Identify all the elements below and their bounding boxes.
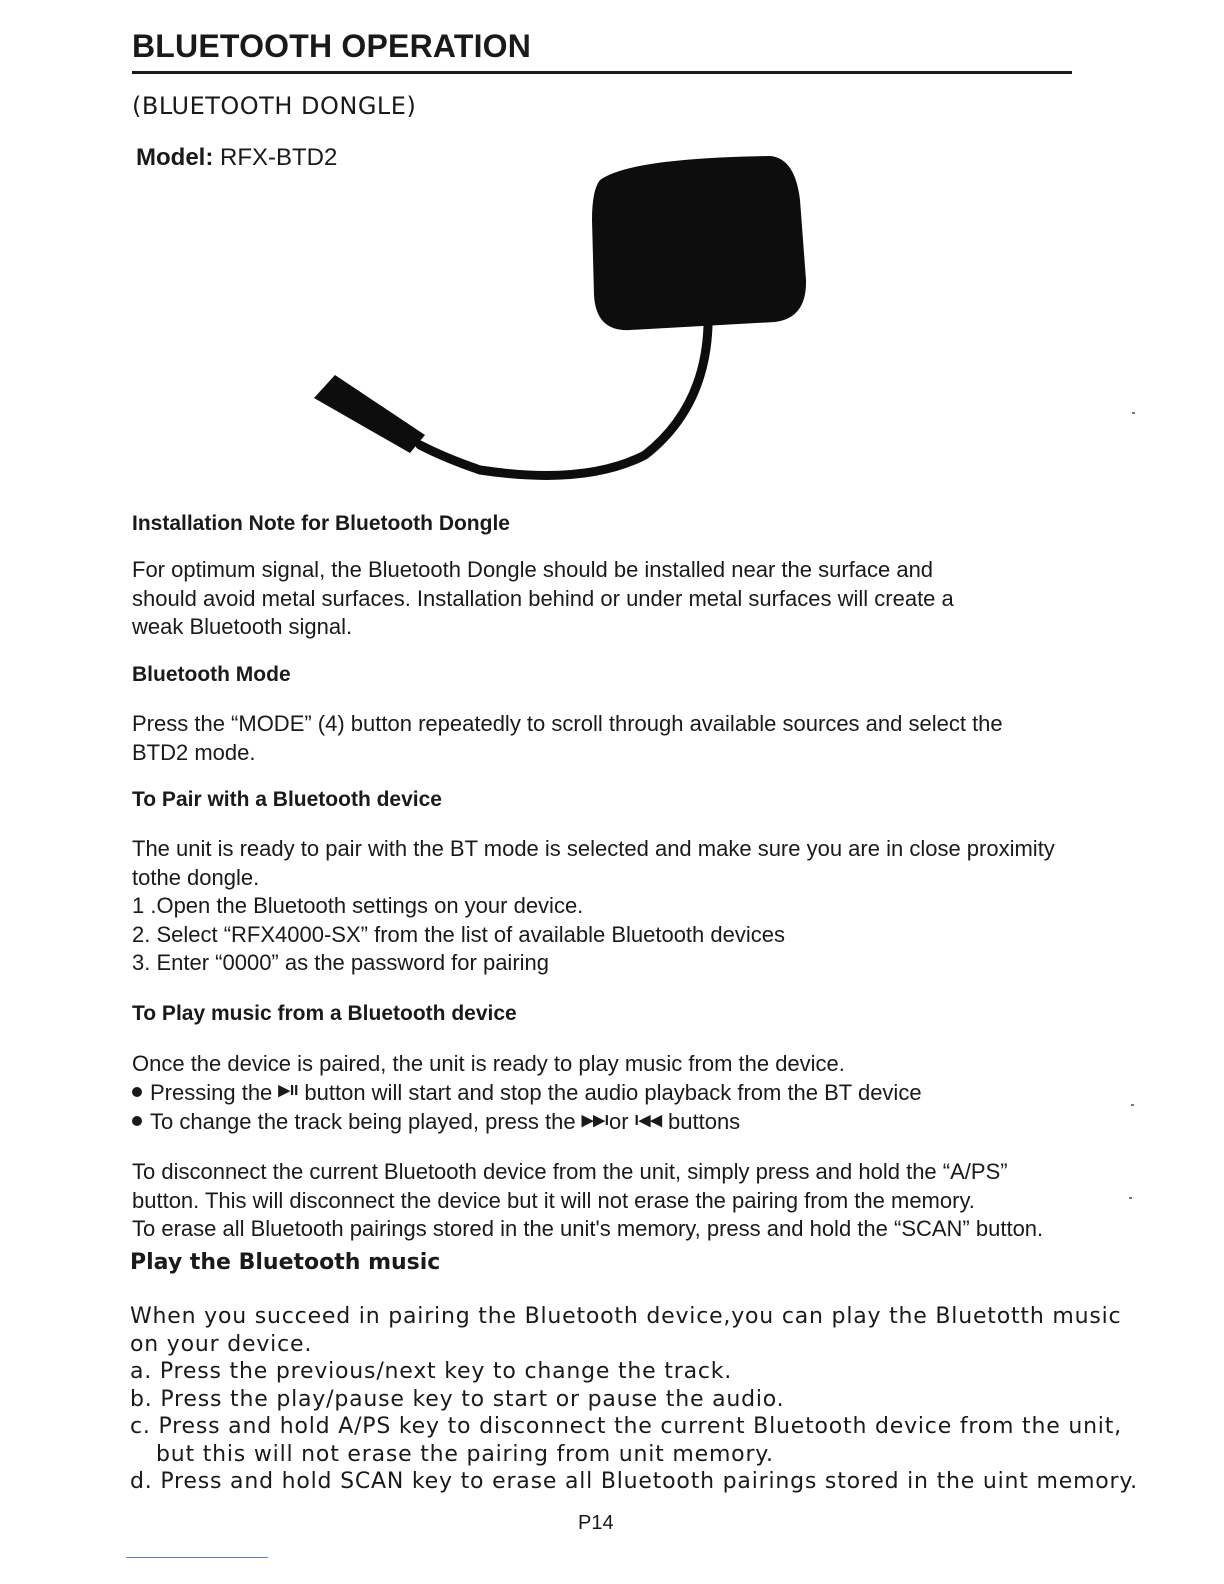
play-heading: To Play music from a Bluetooth device <box>132 1002 517 1025</box>
bullet-item-play-pause: Pressing the ▶II button will start and stop the audio playback from the BT device <box>132 1079 1132 1108</box>
music-line: on your device. <box>130 1331 313 1357</box>
scan-speck <box>1131 1104 1134 1106</box>
music-step: c. Press and hold A/PS key to disconnect the current Bluetooth device from the unit, <box>130 1414 1122 1439</box>
pair-step: 3. Enter “0000” as the password for pairing <box>132 950 550 975</box>
disconnect-line: To disconnect the current Bluetooth device from the unit, simply press and hold the “A/PS” <box>132 1159 1008 1184</box>
model-value: RFX-BTD2 <box>213 144 338 171</box>
install-line: should avoid metal surfaces. Installation behind or under metal surfaces will create a <box>132 585 954 611</box>
mode-heading: Bluetooth Mode <box>132 663 291 686</box>
music-heading: Play the Bluetooth music <box>130 1250 441 1275</box>
next-track-icon: ▶▶I <box>581 1111 609 1129</box>
play-paragraph <box>132 1050 1132 1137</box>
music-line: When you succeed in pairing the Bluetooth device,you can play the Bluetotth music <box>130 1304 1122 1329</box>
mode-line: BTD2 mode. <box>132 739 256 765</box>
music-step-continuation: but this will not erase the pairing from unit memory. <box>156 1441 774 1467</box>
model-label: Model: <box>136 144 214 171</box>
music-step: d. Press and hold SCAN key to erase all Bluetooth pairings stored in the uint memory. <box>130 1469 1138 1494</box>
previous-track-icon: I◀◀ <box>634 1111 662 1129</box>
pair-heading: To Pair with a Bluetooth device <box>132 788 442 811</box>
scan-speck <box>1129 1197 1132 1199</box>
music-paragraph <box>130 1303 1138 1496</box>
mode-line: Press the “MODE” (4) button repeatedly to scroll through available sources and select the <box>132 711 1003 736</box>
install-paragraph <box>132 556 1132 642</box>
music-step: a. Press the previous/next key to change the track. <box>130 1359 733 1384</box>
play-intro: Once the device is paired, the unit is ready to play music from the device. <box>132 1051 845 1076</box>
disconnect-paragraph <box>132 1158 1132 1244</box>
scan-speck <box>1132 412 1135 414</box>
bullet-item-track: To change the track being played, press the ▶▶Ior I◀◀ buttons <box>132 1108 1132 1137</box>
pair-line: tothe dongle. <box>132 864 260 890</box>
install-line: weak Bluetooth signal. <box>132 614 353 639</box>
install-heading: Installation Note for Bluetooth Dongle <box>132 512 510 535</box>
page-number: P14 <box>578 1512 614 1534</box>
mode-paragraph <box>132 710 1132 767</box>
music-step: b. Press the play/pause key to start or pause the audio. <box>130 1386 785 1412</box>
pair-step: 1 .Open the Bluetooth settings on your device. <box>132 893 584 918</box>
pair-line: The unit is ready to pair with the BT mode is selected and make sure you are in close proximity <box>132 836 1055 861</box>
pair-paragraph <box>132 835 1132 978</box>
title-underline <box>132 71 1072 74</box>
page-title: BLUETOOTH OPERATION <box>132 28 532 64</box>
disconnect-line: button. This will disconnect the device but it will not erase the pairing from the memory. <box>132 1187 975 1213</box>
bullet-dot-icon <box>132 1116 142 1126</box>
pair-step: 2. Select “RFX4000-SX” from the list of available Bluetooth devices <box>132 921 785 947</box>
bullet-dot-icon <box>132 1087 142 1097</box>
install-line: For optimum signal, the Bluetooth Dongle should be installed near the surface and <box>132 557 934 582</box>
disconnect-line: To erase all Bluetooth pairings stored in the unit's memory, press and hold the “SCAN” button. <box>132 1216 1044 1241</box>
bluetooth-dongle-image <box>300 150 820 490</box>
footer-line <box>126 1557 268 1558</box>
subtitle: (BLUETOOTH DONGLE) <box>132 92 417 120</box>
play-pause-icon: ▶II <box>278 1082 299 1100</box>
